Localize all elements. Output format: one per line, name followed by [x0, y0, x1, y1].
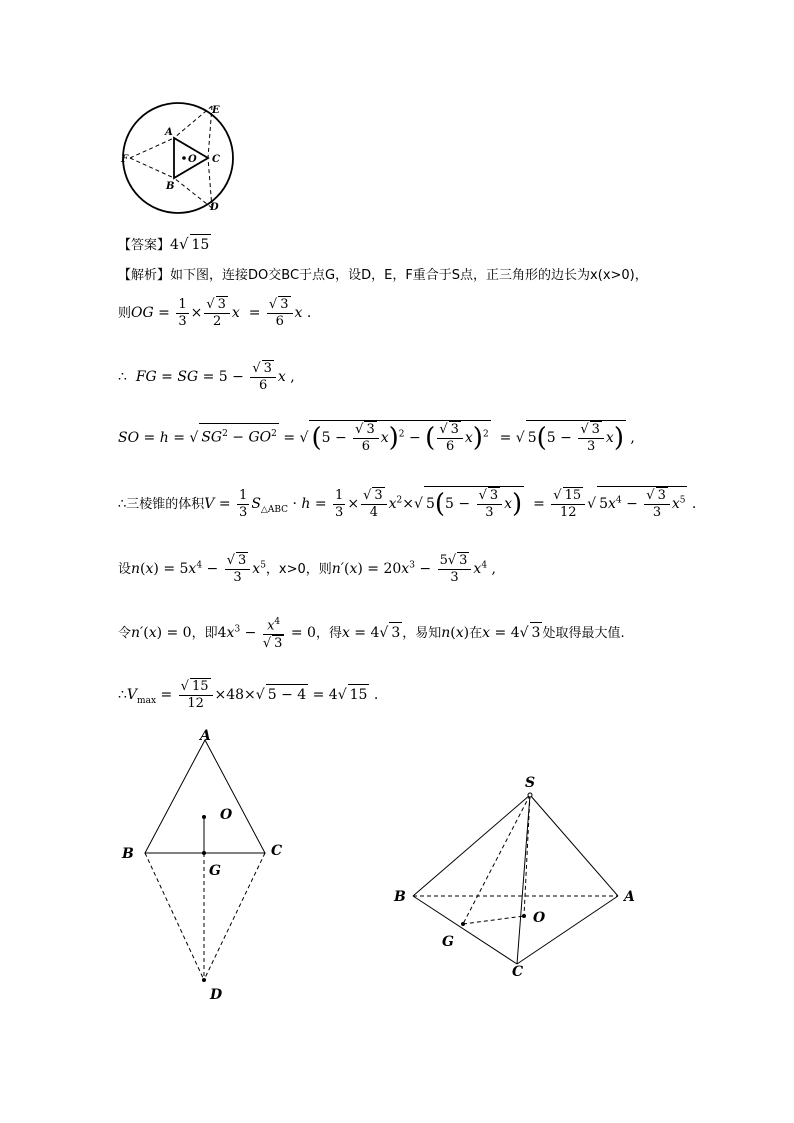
label-a-3: A — [624, 889, 635, 905]
label-f: F — [121, 154, 129, 165]
label-o-3: O — [533, 910, 546, 926]
analysis-line-1 — [118, 266, 648, 286]
answer-line — [118, 234, 211, 256]
analysis-text-1: 如下图，连接DO交BC于点G，设D，E，F重合于S点，正三角形的边长为x(x>0)， — [170, 268, 648, 283]
point-o-3 — [522, 914, 526, 918]
equation-critical: 令n′(x) = 0，即$4x^3$ − $\frac{x^4}{√ 3}$ = 0，得x = 4√ 3 ，易知n(x)在x = 4√ 3 处取得最大值. — [118, 614, 625, 652]
analysis-label: 【解析】 — [118, 268, 171, 283]
hidden-edges — [413, 795, 618, 924]
figure-pyramid — [385, 768, 645, 983]
equation-og: 则OG = $\frac{1}{3}$ × $\frac{√ 3}{2}$ x = $\frac{√ 3}{6}$ x . — [118, 296, 312, 329]
label-o: O — [188, 154, 197, 165]
dashed-lines — [130, 106, 212, 208]
point-o-2 — [202, 815, 206, 819]
label-g-3: G — [442, 934, 454, 950]
label-d-2: D — [210, 987, 223, 1003]
equation-volume: ∴三棱锥的体积V = $\frac{1}{3}$ $S_{\triangle ABC} \cdot h$ = $\frac{1}{3}$ × $\frac{√ 3}{4}$ $x^2\times√$ 5(5 − $\frac{√ 3}{3}$ x) = $\frac{√ 15}{12}$ √ $5x^4$ − $\frac{√ 3}{3}$ $x^5$ . — [118, 487, 697, 520]
label-c: C — [212, 154, 220, 165]
point-s — [528, 793, 532, 797]
label-o-2: O — [220, 807, 233, 823]
equation-vmax: $\therefore V_{max}$ = $\frac{√ 15}{12}$ ×48×√ 5 − 4 = 4√ 15 . — [118, 679, 379, 711]
equation-so: SO = h = √ $SG^2 - GO^2$ = √ (5 − $\frac{√ 3}{6}$ x)$^2$ − ( $\frac{√ 3}{6}$ x)$^2$ = √ 5(5 − $\frac{√ 3}{3}$ x) , — [118, 422, 635, 454]
point-d — [202, 978, 206, 982]
equation-nx: 设$n(x) = 5x^4$ − $\frac{√ 3}{3}$ $x^5$，x>0，则$n'(x) = 20x^3$ − $\frac{5√ 3}{3}$ $x^4$ , — [118, 553, 496, 585]
answer-label: 【答案】 — [118, 238, 171, 253]
figure-circle-triangle — [118, 100, 258, 215]
point-o — [182, 156, 186, 160]
triangle-abc-2 — [145, 740, 265, 853]
label-d: D — [210, 202, 219, 213]
point-g — [202, 851, 206, 855]
label-e: E — [212, 105, 220, 116]
dashed-kite — [145, 853, 265, 980]
label-a: A — [165, 127, 173, 138]
label-g: G — [209, 863, 221, 879]
equation-fg: ∴ FG = SG = 5 − $\frac{√ 3}{6}$ x , — [118, 361, 295, 393]
label-b-3: B — [394, 889, 406, 905]
label-b-2: B — [122, 846, 134, 862]
label-s: S — [525, 775, 536, 791]
label-a-2: A — [200, 728, 211, 744]
answer-value: 4√ 15 — [170, 235, 210, 253]
label-c-2: C — [271, 843, 283, 859]
figure-triangle-kite — [115, 722, 295, 1007]
label-c-3: C — [512, 964, 524, 980]
point-g-3 — [461, 922, 465, 926]
label-b: B — [166, 181, 175, 192]
